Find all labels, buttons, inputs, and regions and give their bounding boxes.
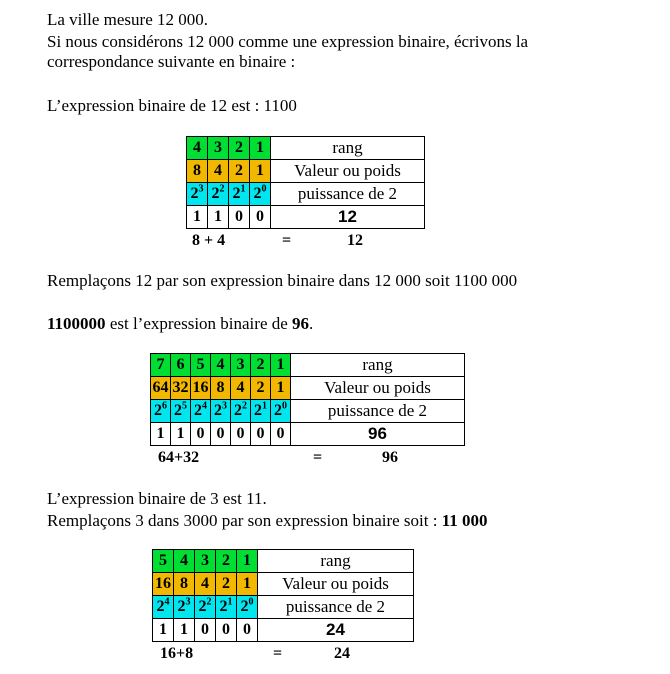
bit-cell: 1: [187, 206, 208, 229]
poids-cell: 1: [237, 573, 258, 596]
result-cell: 12: [271, 206, 425, 229]
sum-total: 12: [347, 232, 363, 249]
power-cell: $2^1$: [251, 400, 271, 423]
rang-cell: 1: [250, 137, 271, 160]
valeur-label: Valeur ou poids: [291, 377, 465, 400]
bit-cell: 0: [250, 206, 271, 229]
bit-cell: 1: [174, 619, 195, 642]
power-cell: $2^6$: [151, 400, 171, 423]
sum-total: 24: [334, 645, 350, 662]
rang-label: rang: [258, 550, 414, 573]
intro-line-1: La ville mesure 12 000.: [47, 10, 208, 29]
rang-row: [187, 137, 425, 160]
poids-cell: 1: [271, 377, 291, 400]
equals-sign: =: [273, 645, 283, 662]
rang-cell: 4: [187, 137, 208, 160]
puissance-label: puissance de 2: [258, 596, 414, 619]
rang-cell: 4: [174, 550, 195, 573]
power-cell: $2^2$: [195, 596, 216, 619]
rang-cell: 3: [195, 550, 216, 573]
rang-cell: 3: [231, 354, 251, 377]
intro-line-2: Si nous considérons 12 000 comme une expression binaire, écrivons la: [47, 32, 529, 51]
valeur-label: Valeur ou poids: [258, 573, 414, 596]
bits-row: [151, 423, 465, 446]
rang-cell: 2: [251, 354, 271, 377]
bit-cell: 0: [216, 619, 237, 642]
binary-table-96: [150, 353, 465, 446]
power-cell: $2^0$: [250, 183, 271, 206]
puissance-label: puissance de 2: [291, 400, 465, 423]
rang-cell: 5: [191, 354, 211, 377]
power-cell: $2^2$: [231, 400, 251, 423]
sum-expression: 16+8: [160, 645, 194, 662]
power-cell: $2^3$: [211, 400, 231, 423]
poids-cell: 8: [174, 573, 195, 596]
power-cell: $2^4$: [153, 596, 174, 619]
rang-cell: 5: [153, 550, 174, 573]
sum-expression: 8 + 4: [192, 232, 226, 249]
rang-cell: 6: [171, 354, 191, 377]
bit-cell: 0: [231, 423, 251, 446]
power-cell: $2^4$: [191, 400, 211, 423]
binary-table-24: [152, 549, 414, 642]
sum-total: 96: [382, 449, 398, 466]
bit-cell: 0: [191, 423, 211, 446]
poids-cell: 2: [216, 573, 237, 596]
result-cell: 24: [258, 619, 414, 642]
bit-cell: 1: [171, 423, 191, 446]
mid-line-1: Remplaçons 12 par son expression binaire dans 12 000 soit 1100 000: [47, 271, 518, 290]
rang-cell: 7: [151, 354, 171, 377]
poids-cell: 4: [208, 160, 229, 183]
bit-cell: 0: [251, 423, 271, 446]
poids-cell: 64: [151, 377, 171, 400]
poids-row: [153, 573, 414, 596]
power-cell: $2^1$: [229, 183, 250, 206]
valeur-label: Valeur ou poids: [271, 160, 425, 183]
puissance-label: puissance de 2: [271, 183, 425, 206]
bits-row: [187, 206, 425, 229]
power-cell: $2^0$: [271, 400, 291, 423]
intro-line-3: correspondance suivante en binaire :: [47, 52, 296, 71]
lower-line-2: Remplaçons 3 dans 3000 par son expression binaire soit : 11 000: [47, 511, 488, 530]
power-cell: $2^0$: [237, 596, 258, 619]
lower-line-1: L’expression binaire de 3 est 11.: [47, 489, 267, 508]
result-cell: 96: [291, 423, 465, 446]
bit-cell: 0: [271, 423, 291, 446]
bit-cell: 0: [237, 619, 258, 642]
poids-row: [187, 160, 425, 183]
poids-cell: 8: [187, 160, 208, 183]
power-cell: $2^3$: [187, 183, 208, 206]
rang-row: [151, 354, 465, 377]
poids-cell: 2: [229, 160, 250, 183]
puissance-row: [187, 183, 425, 206]
poids-cell: 8: [211, 377, 231, 400]
bits-row: [153, 619, 414, 642]
rang-cell: 2: [216, 550, 237, 573]
power-cell: $2^2$: [208, 183, 229, 206]
poids-cell: 4: [231, 377, 251, 400]
rang-label: rang: [291, 354, 465, 377]
sum-expression: 64+32: [158, 449, 200, 466]
bit-cell: 1: [153, 619, 174, 642]
bit-cell: 0: [229, 206, 250, 229]
rang-cell: 1: [271, 354, 291, 377]
binary-table-12: [186, 136, 425, 229]
equals-sign: =: [313, 449, 323, 466]
power-cell: $2^5$: [171, 400, 191, 423]
bit-cell: 1: [208, 206, 229, 229]
equals-sign: =: [282, 232, 292, 249]
poids-cell: 32: [171, 377, 191, 400]
puissance-row: [153, 596, 414, 619]
poids-cell: 16: [153, 573, 174, 596]
rang-cell: 2: [229, 137, 250, 160]
power-cell: $2^1$: [216, 596, 237, 619]
bit-cell: 0: [195, 619, 216, 642]
poids-row: [151, 377, 465, 400]
bit-cell: 0: [211, 423, 231, 446]
poids-cell: 2: [251, 377, 271, 400]
poids-cell: 1: [250, 160, 271, 183]
bit-cell: 1: [151, 423, 171, 446]
power-cell: $2^3$: [174, 596, 195, 619]
poids-cell: 4: [195, 573, 216, 596]
rang-cell: 3: [208, 137, 229, 160]
mid-line-2: 1100000 est l’expression binaire de 96.: [47, 314, 314, 333]
poids-cell: 16: [191, 377, 211, 400]
rang-row: [153, 550, 414, 573]
puissance-row: [151, 400, 465, 423]
intro-line-4: L’expression binaire de 12 est : 1100: [47, 96, 297, 115]
rang-cell: 4: [211, 354, 231, 377]
rang-cell: 1: [237, 550, 258, 573]
rang-label: rang: [271, 137, 425, 160]
